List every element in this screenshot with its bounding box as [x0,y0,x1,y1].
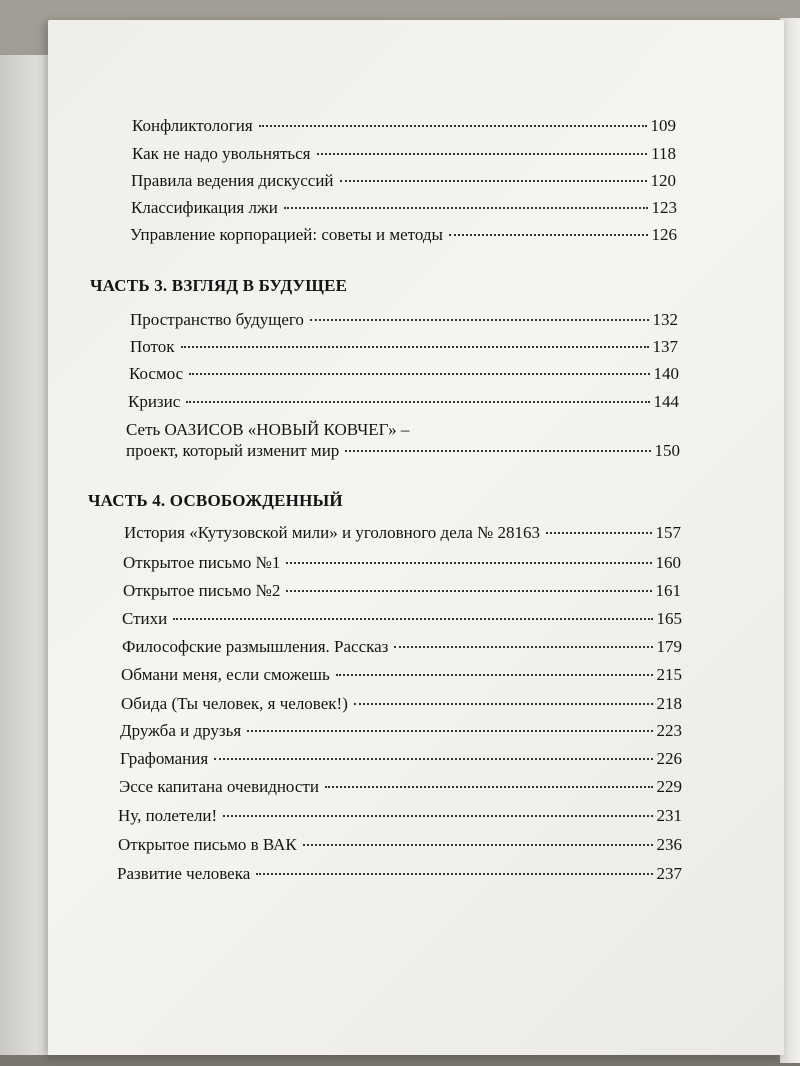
toc-entry [119,777,682,797]
toc-entry-title: Правила ведения дискуссий [131,171,334,190]
dot-leader [247,730,652,732]
section-heading: ЧАСТЬ 3. ВЗГЛЯД В БУДУЩЕЕ [90,276,348,295]
dot-leader [284,207,648,209]
toc-entry-page: 231 [656,806,682,825]
toc-entry-page: 140 [653,364,679,383]
toc-entry [131,198,677,218]
toc-entry [130,337,678,357]
toc-entry-title: Управление корпорацией: советы и методы [130,225,443,244]
toc-entry-title: Дружба и друзья [120,721,242,740]
toc-entry-title: Ну, полетели! [118,806,218,825]
toc-entry-title: Открытое письмо №1 [123,553,281,572]
dot-leader [181,346,649,348]
toc-entry-title: Классификация лжи [131,198,278,217]
toc-entry [123,581,681,601]
toc-entry [121,694,682,714]
toc-entry [120,749,682,769]
dot-leader [256,873,652,875]
dot-leader [286,590,651,592]
toc-entry-page: 161 [655,581,681,600]
toc-entry-title: Космос [129,364,184,383]
dot-leader [546,532,651,534]
dot-leader [336,674,653,676]
toc-entry-title: Развитие человека [117,864,251,883]
toc-entry-page: 118 [651,144,676,163]
toc-entry-title: История «Кутузовской мили» и уголовного дела № 28163 [124,523,541,542]
toc-entry-title: Обмани меня, если сможешь [121,665,330,684]
dot-leader [223,815,652,817]
toc-entry [124,523,681,543]
toc-entry-title: проект, который изменит мир [126,441,340,460]
dot-leader [354,703,653,705]
toc-entry [126,441,680,461]
dot-leader [303,844,653,846]
toc-entry-title: Стихи [122,609,168,628]
toc-entry-page: 132 [652,310,678,329]
toc-entry-page: 123 [651,198,677,217]
toc-entry-title: Обида (Ты человек, я человек!) [121,694,348,713]
toc-entry [118,835,682,855]
toc-entry [120,721,682,741]
toc-entry-title: Конфликтология [132,116,253,135]
toc-entry [132,116,676,136]
dot-leader [310,319,649,321]
toc-entry-title: Поток [130,337,175,356]
toc-entry-page: 215 [656,665,682,684]
dot-leader [394,646,652,648]
toc-entry-page: 237 [656,864,682,883]
toc-entry [121,665,682,685]
dot-leader [317,153,648,155]
dot-leader [325,786,653,788]
section-heading: ЧАСТЬ 4. ОСВОБОЖДЕННЫЙ [88,491,343,510]
toc-entry [122,609,682,629]
toc-entry-page: 137 [652,337,678,356]
dot-leader [259,125,647,127]
toc-entry-page: 179 [656,637,682,656]
dot-leader [186,401,649,403]
dot-leader [173,618,652,620]
toc-entry-page: 165 [656,609,682,628]
toc-entry-title: Кризис [128,392,181,411]
toc-entry-page: 157 [655,523,681,542]
toc-entry [130,225,677,245]
toc-entry-title: Графомания [120,749,209,768]
toc-entry-page: 126 [651,225,677,244]
toc-entry-page: 144 [653,392,679,411]
toc-entry [132,144,676,164]
toc-entry [117,864,682,884]
toc-entry [130,310,678,330]
toc-entry-title: Открытое письмо №2 [123,581,281,600]
toc-entry [123,553,681,573]
dot-leader [340,180,647,182]
toc-entry-page: 236 [656,835,682,854]
toc-entry-page: 229 [656,777,682,796]
toc-entry-page: 109 [650,116,676,135]
toc-entry-title: Философские размышления. Рассказ [122,637,389,656]
dot-leader [214,758,652,760]
dot-leader [345,450,650,452]
toc-entry-page: 226 [656,749,682,768]
toc-entry [131,171,676,191]
toc-entry [118,806,682,826]
toc-entry-title: Как не надо увольняться [132,144,311,163]
dot-leader [189,373,649,375]
dot-leader [286,562,651,564]
toc-entry [128,392,679,412]
toc-entry-title-line1: Сеть ОАЗИСОВ «НОВЫЙ КОВЧЕГ» – [126,420,410,439]
toc-entry-page: 150 [654,441,680,460]
toc-entry-page: 120 [650,171,676,190]
toc-entry-title: Эссе капитана очевидности [119,777,319,796]
toc-entry-page: 223 [656,721,682,740]
toc-entry-title: Открытое письмо в ВАК [118,835,297,854]
toc-entry-page: 218 [656,694,682,713]
toc-entry-title: Пространство будущего [130,310,304,329]
toc-entry [122,637,682,657]
toc-entry [129,364,679,384]
toc-entry-page: 160 [655,553,681,572]
dot-leader [449,234,648,236]
